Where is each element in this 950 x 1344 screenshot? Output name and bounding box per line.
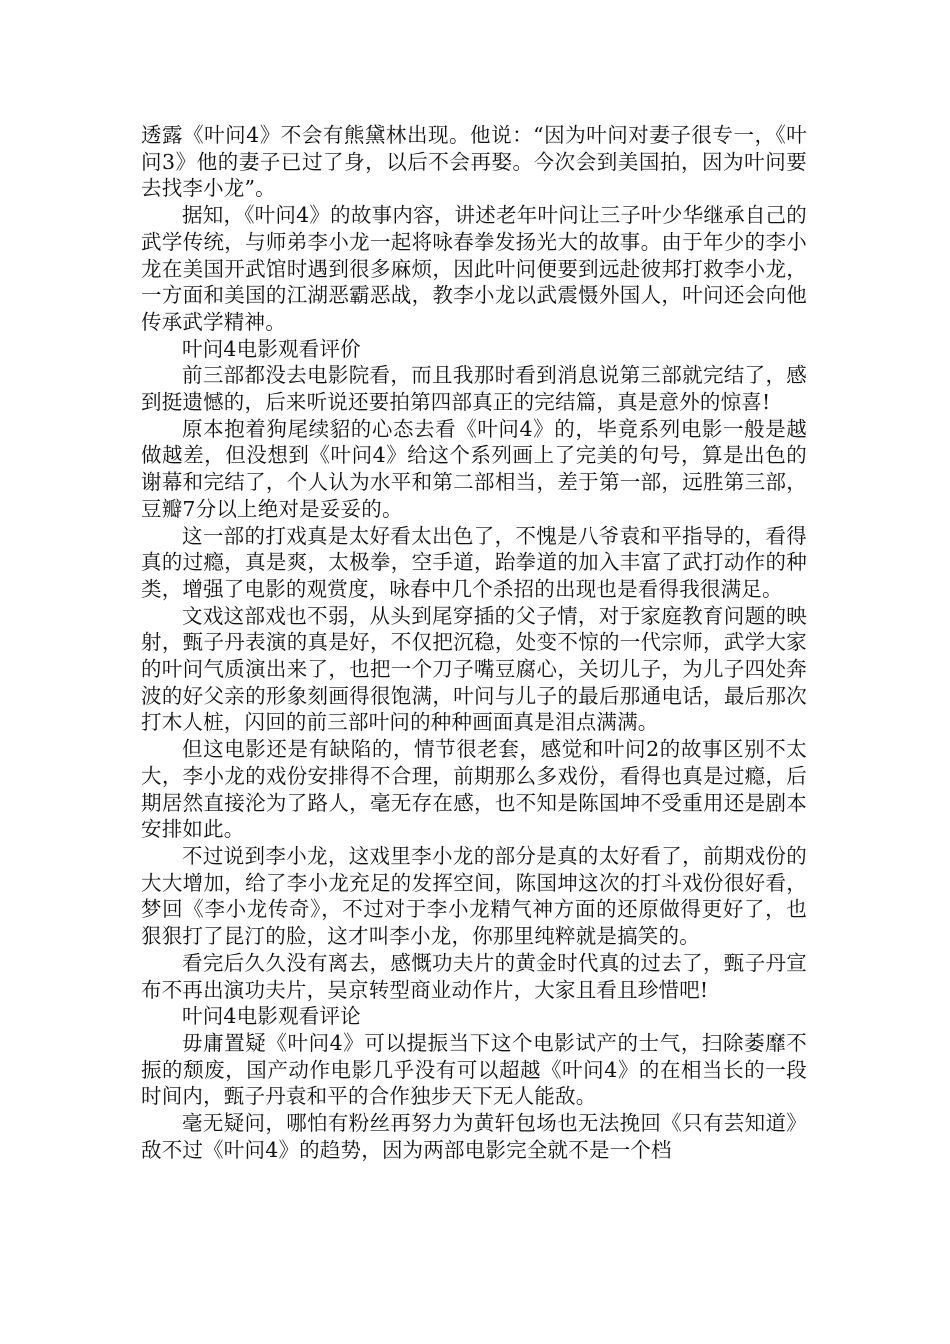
paragraph-review: 看完后久久没有离去，感慨功夫片的黄金时代真的过去了，甄子丹宣布不再出演功夫片，吴京转型商业动作片，大家且看且珍惜吧! (141, 950, 807, 1002)
paragraph-review: 但这电影还是有缺陷的，情节很老套，感觉和叶问2的故事区别不太大，李小龙的戏份安排得不合理，前期那么多戏份，看得也真是过瘾，后期居然直接沦为了路人，毫无存在感，也不知是陈国坤不受重用还是剧本安排如此。 (141, 737, 807, 842)
section-heading-evaluation: 叶问4电影观看评价 (182, 336, 361, 361)
paragraph-story-summary: 据知，《叶问4》的故事内容，讲述老年叶问让三子叶少华继承自己的武学传统，与师弟李小龙一起将咏春拳发扬光大的故事。由于年少的李小龙在美国开武馆时遇到很多麻烦，因此叶问便要到远赴彼邦打救李小龙，一方面和美国的江湖恶霸恶战，教李小龙以武震慑外国人，叶问还会向他传承武学精神。 (141, 203, 807, 334)
paragraph-comment: 毋庸置疑《叶问4》可以提振当下这个电影试产的士气，扫除萎靡不振的颓废，国产动作电影几乎没有可以超越《叶问4》的在相当长的一段时间内，甄子丹袁和平的合作独步天下无人能敌。 (141, 1030, 807, 1109)
document-body (141, 122, 807, 1163)
paragraph-review: 文戏这部戏也不弱，从头到尾穿插的父子情，对于家庭教育问题的映射，甄子丹表演的真是好，不仅把沉稳，处变不惊的一代宗师，武学大家的叶问气质演出来了，也把一个刀子嘴豆腐心，关切儿子，为儿子四处奔波的好父亲的形象刻画得很饱满，叶问与儿子的最后那通电话，最后那次打木人桩，闪回的前三部叶问的种种画面真是泪点满满。 (141, 603, 807, 735)
paragraph-comment: 毫无疑问，哪怕有粉丝再努力为黄轩包场也无法挽回《只有芸知道》敌不过《叶问4》的趋势，因为两部电影完全就不是一个档 (141, 1111, 807, 1162)
paragraph-review: 前三部都没去电影院看，而且我那时看到消息说第三部就完结了，感到挺遗憾的，后来听说还要拍第四部真正的完结篇，真是意外的惊喜! (141, 363, 807, 415)
paragraph-review: 原本抱着狗尾续貂的心态去看《叶问4》的，毕竟系列电影一般是越做越差，但没想到《叶问4》给这个系列画上了完美的句号，算是出色的谢幕和完结了，个人认为水平和第二部相当，差于第一部，远胜第三部，豆瓣7分以上绝对是妥妥的。 (141, 416, 807, 521)
paragraph-review: 不过说到李小龙，这戏里李小龙的部分是真的太好看了，前期戏份的大大增加，给了李小龙充足的发挥空间，陈国坤这次的打斗戏份很好看，梦回《李小龙传奇》，不过对于李小龙精气神方面的还原做得更好了，也狠狠打了昆汀的脸，这才叫李小龙，你那里纯粹就是搞笑的。 (141, 843, 807, 949)
section-heading-comments: 叶问4电影观看评论 (182, 1004, 361, 1029)
paragraph-review: 这一部的打戏真是太好看太出色了，不愧是八爷袁和平指导的，看得真的过瘾，真是爽，太极拳，空手道，跆拳道的加入丰富了武打动作的种类，增强了电影的观赏度，咏春中几个杀招的出现也是看得我很满足。 (141, 523, 807, 601)
paragraph-continuation: 透露《叶问4》不会有熊黛林出现。他说：“因为叶问对妻子很专一，《叶问3》他的妻子已过了身，以后不会再娶。今次会到美国拍，因为叶问要去找李小龙”。 (141, 123, 807, 201)
